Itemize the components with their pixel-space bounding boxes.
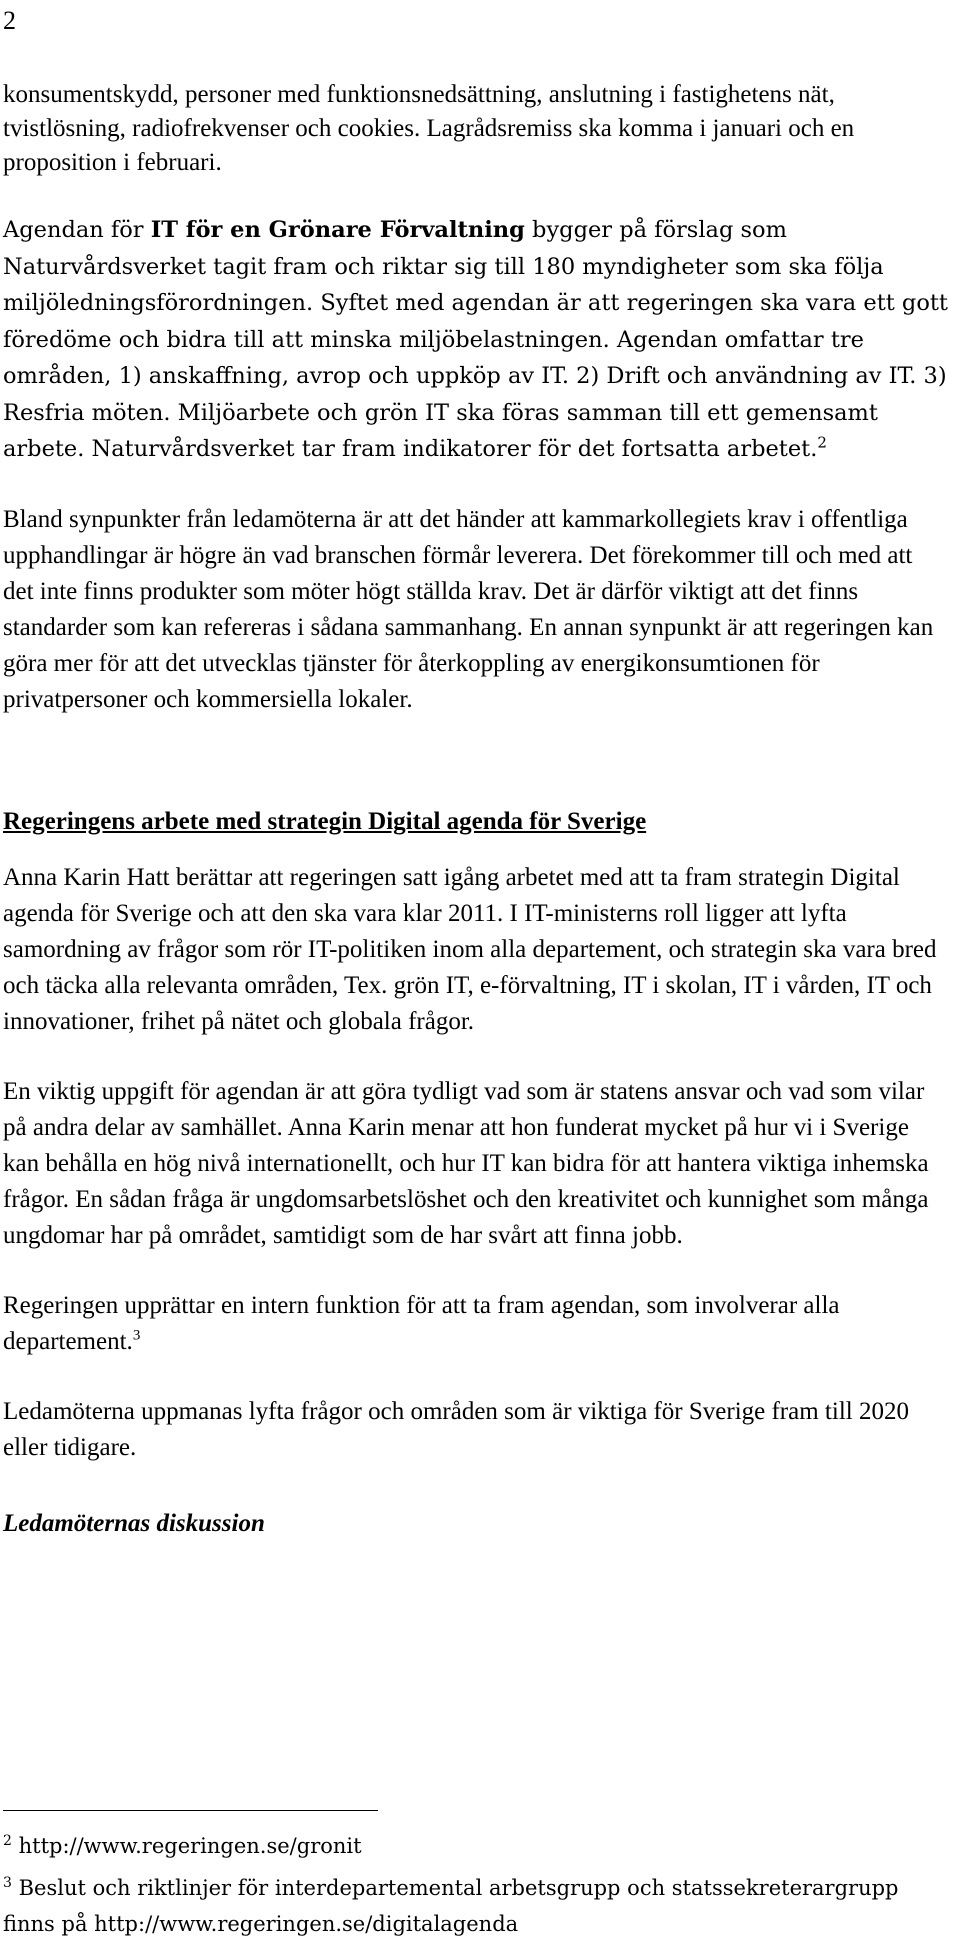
paragraph-7: Ledamöterna uppmanas lyfta frågor och områden som är viktiga för Sverige fram till 2020 eller tidigare. <box>3 1397 909 1461</box>
footnote-number: 3 <box>3 1875 12 1891</box>
footnote-number: 2 <box>3 1833 12 1849</box>
footnotes <box>3 1828 953 1948</box>
footnote-text: http://www.regeringen.se/gronit <box>18 1834 362 1858</box>
footnote-3 <box>3 1870 953 1942</box>
paragraph-4: Anna Karin Hatt berättar att regeringen satt igång arbetet med att ta fram strategin Digital agenda för Sverige och att den ska vara klar 2011. I IT-ministerns roll ligger att lyfta samordning av frågor som rör IT-politiken inom alla departement, och strategin ska vara bred och täcka alla relevanta områden, Tex. grön IT, e-förvaltning, IT i skolan, IT i vården, IT och innovationer, frihet på nätet och globala frågor. <box>3 863 937 1035</box>
subsection-heading: Ledamöternas diskussion <box>3 1509 265 1537</box>
agenda-name: IT för en Grönare Förvaltning <box>150 217 525 243</box>
section-heading: Regeringens arbete med strategin Digital agenda för Sverige <box>3 807 647 835</box>
footnote-ref-3: 3 <box>132 1327 141 1344</box>
page-number: 2 <box>3 6 16 35</box>
footnote-2 <box>3 1828 953 1864</box>
paragraph-3: Bland synpunkter från ledamöterna är att det händer att kammarkollegiets krav i offentliga upphandlingar är högre än vad branschen förmår leverera. Det förekommer till och med att det inte finns produkter som möter högt ställda krav. Det är därför viktigt att det finns standarder som kan refereras i sådana sammanhang. En annan synpunkt är att regeringen kan göra mer för att det utvecklas tjänster för återkoppling av energikonsumtionen för privatpersoner och kommersiella lokaler. <box>3 505 934 713</box>
paragraph-6-text: Regeringen upprättar en intern funktion för att ta fram agendan, som involverar alla departement. <box>3 1291 840 1355</box>
paragraph-2 <box>3 212 948 468</box>
paragraph-2-body: bygger på förslag som Naturvårdsverket tagit fram och riktar sig till 180 myndigheter som ska följa miljöledningsförordningen. Syftet med agendan är att regeringen ska vara ett gott föredöme och bidra till att minska miljöbelastningen. Agendan omfattar tre områden, 1) anskaffning, avrop och uppköp av IT. 2) Drift och användning av IT. 3) Resfria möten. Miljöarbete och grön IT ska föras samman till ett gemensamt arbete. Naturvårdsverket tar fram indikatorer för det fortsatta arbetet. <box>3 217 948 462</box>
paragraph-2-lead: Agendan för <box>3 217 151 243</box>
paragraph-5: En viktig uppgift för agendan är att göra tydligt vad som är statens ansvar och vad som vilar på andra delar av samhället. Anna Karin menar att hon funderat mycket på hur vi i Sverige kan behålla en hög nivå internationellt, och hur IT kan bidra för att hantera viktiga inhemska frågor. En sådan fråga är ungdomsarbetslöshet och den kreativitet och kunnighet som många ungdomar har på området, samtidigt som de har svårt att finna jobb. <box>3 1077 929 1249</box>
paragraph-1: konsumentskydd, personer med funktionsnedsättning, anslutning i fastighetens nät, tvistlösning, radiofrekvenser och cookies. Lagrådsremiss ska komma i januari och en proposition i februari. <box>3 81 855 176</box>
footnote-text: Beslut och riktlinjer för interdepartemental arbetsgrupp och statssekreterargrupp finns på http://www.regeringen.se/digitalagenda <box>3 1876 899 1936</box>
body-text <box>3 78 948 1542</box>
footnote-divider <box>3 1810 378 1811</box>
footnote-ref-2: 2 <box>817 433 827 452</box>
paragraph-6 <box>3 1288 948 1360</box>
